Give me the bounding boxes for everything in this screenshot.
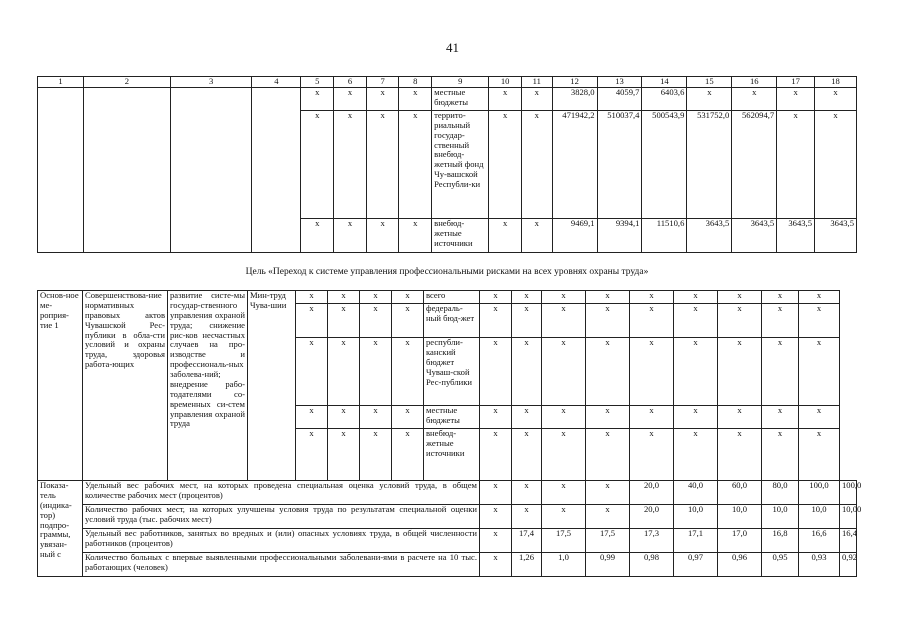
col-header: 11 bbox=[521, 77, 552, 88]
event-type: Основ-ное ме-роприя-тие 1 bbox=[38, 291, 83, 481]
source-label: республи-канский бюджет Чуваш-ской Рес-публики bbox=[424, 338, 480, 406]
table-row: х х х х внебюд-жетные источники х х х х х х х х х bbox=[38, 429, 857, 481]
indicator-name: Количество больных с впервые выявленными профессиональными заболевани-ями в расчете на 10 тыс. работающих (человек) bbox=[83, 553, 480, 577]
col-header: 13 bbox=[597, 77, 642, 88]
indicator-row: Количество рабочих мест, на которых улучшены условия труда по результатам специальной оценки условий труда (тыс. рабочих мест) х х х х 20,0 10,0 10,0 10,0 10,0 10,00 bbox=[38, 505, 857, 529]
col-header: 9 bbox=[432, 77, 489, 88]
source-label: внебюд-жетные источники bbox=[424, 429, 480, 481]
col-header: 12 bbox=[552, 77, 597, 88]
indicator-name: Удельный вес рабочих мест, на которых проведена специальная оценка условий труда, в общем количестве рабочих мест (процентов) bbox=[83, 481, 480, 505]
col-header: 1 bbox=[38, 77, 84, 88]
col-header: 7 bbox=[366, 77, 399, 88]
col-header: 8 bbox=[399, 77, 432, 88]
source-label: местные бюджеты bbox=[432, 87, 489, 110]
col-header: 18 bbox=[815, 77, 857, 88]
table-row: х х х х федераль-ный бюд-жет х х х х х х х х х bbox=[38, 304, 857, 338]
col-header: 17 bbox=[777, 77, 815, 88]
indicator-name: Удельный вес работников, занятых во вредных и (или) опасных условиях труда, в общей численности работников (процентов) bbox=[83, 529, 480, 553]
col-header: 10 bbox=[489, 77, 522, 88]
col-header: 15 bbox=[687, 77, 732, 88]
source-label: федераль-ный бюд-жет bbox=[424, 304, 480, 338]
indicator-row: Удельный вес работников, занятых во вредных и (или) опасных условиях труда, в общей численности работников (процентов) х 17,4 17,5 17,5 17,3 17,1 17,0 16,8 16,6 16,4 bbox=[38, 529, 857, 553]
source-label: террито-риальный государ-ственный внебюд-жетный фонд Чу-вашской Республи-ки bbox=[432, 110, 489, 218]
col-header: 4 bbox=[252, 77, 301, 88]
col-header: 2 bbox=[83, 77, 170, 88]
indicator-row: Показа-тель (индика-тор) подпро-граммы, увязан-ный с Удельный вес рабочих мест, на которых проведена специальная оценка условий труда, в общем количестве рабочих мест (процентов) х х х х 20,0 40,0 60,0 80,0 100,0 100,0 bbox=[38, 481, 857, 505]
table-row: х х х х местные бюджеты х х 3828,0 4059,7 6403,6 х х х х bbox=[38, 87, 857, 110]
source-label: местные бюджеты bbox=[424, 406, 480, 429]
table-row: х х х х внебюд-жетные источники х х 9469,1 9394,1 11510,6 3643,5 3643,5 3643,5 3643,5 bbox=[38, 218, 857, 252]
col-header: 14 bbox=[642, 77, 687, 88]
indicator-row: Количество больных с впервые выявленными профессиональными заболевани-ями в расчете на 10 тыс. работающих (человек) х 1,26 1,0 0,99 0,98 0,97 0,96 0,95 0,93 0,92 bbox=[38, 553, 857, 577]
table-row: х х х х республи-канский бюджет Чуваш-ской Рес-публики х х х х х х х х х bbox=[38, 338, 857, 406]
goal-heading: Цель «Переход к системе управления профессиональными рисками на всех уровнях охраны труда» bbox=[245, 267, 649, 277]
indicator-label: Показа-тель (индика-тор) подпро-граммы, увязан-ный с bbox=[38, 481, 83, 577]
page-number: 41 bbox=[446, 40, 459, 55]
table-row: Основ-ное ме-роприя-тие 1 Совершенствова-ние нормативных правовых актов Чувашской Рес-публики в обла-сти условий и охраны труда, здоровья работа-ющих развитие систе-мы государ-ственного управления охраной труда; снижение рис-ков несчастных случаев на про-изводстве и профессиональ-ных заболева-ний; внедрение рабо-тодателями со-временных си-стем управления охраной труда Мин-труд Чува-шии х х х х всего х х х х х х х х х bbox=[38, 291, 857, 304]
source-label: внебюд-жетные источники bbox=[432, 218, 489, 252]
col-header: 6 bbox=[334, 77, 367, 88]
indicator-name: Количество рабочих мест, на которых улучшены условия труда по результатам специальной оценки условий труда (тыс. рабочих мест) bbox=[83, 505, 480, 529]
funding-table-event bbox=[37, 290, 862, 577]
table-row: х х х х террито-риальный государ-ственный внебюд-жетный фонд Чу-вашской Республи-ки х х 471942,2 510037,4 500543,9 531752,0 562094,7 х х bbox=[38, 110, 857, 218]
col-header: 3 bbox=[170, 77, 252, 88]
header-row bbox=[38, 77, 857, 88]
col-header: 5 bbox=[301, 77, 334, 88]
event-name: Совершенствова-ние нормативных правовых актов Чувашской Рес-публики в обла-сти условий и охраны труда, здоровья работа-ющих bbox=[83, 291, 168, 481]
funding-table-top bbox=[37, 76, 857, 253]
event-tasks: развитие систе-мы государ-ственного управления охраной труда; снижение рис-ков несчастных случаев на про-изводстве и профессиональ-ных заболева-ний; внедрение рабо-тодателями со-временных си-стем управления охраной труда bbox=[168, 291, 248, 481]
event-executor: Мин-труд Чува-шии bbox=[248, 291, 296, 481]
table-row: х х х х местные бюджеты х х х х х х х х х bbox=[38, 406, 857, 429]
source-label: всего bbox=[424, 291, 480, 304]
col-header: 16 bbox=[732, 77, 777, 88]
